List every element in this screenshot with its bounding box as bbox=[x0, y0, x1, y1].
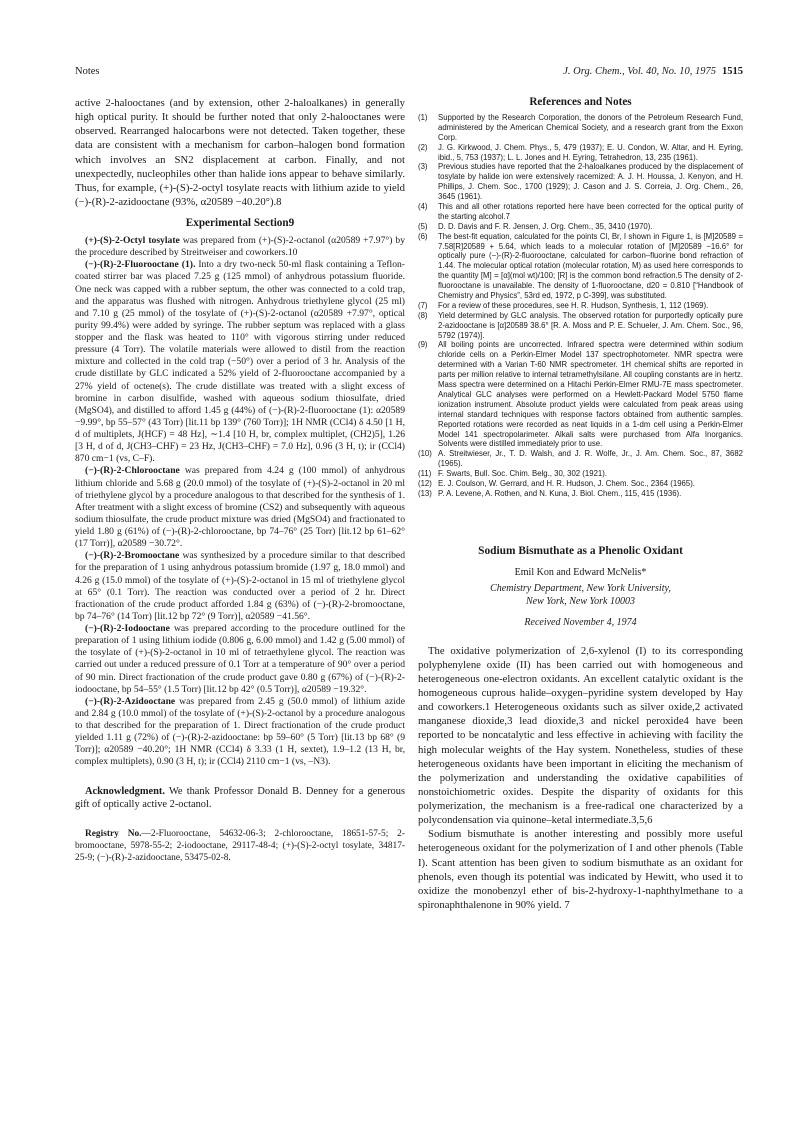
procedure-lead: (−)-(R)-2-Iodooctane bbox=[85, 623, 170, 634]
procedure-lead: (+)-(S)-2-Octyl tosylate bbox=[85, 235, 180, 246]
procedure-iodooctane bbox=[75, 623, 405, 696]
running-header-journal bbox=[563, 66, 743, 77]
article-paragraph: Sodium bismuthate is another interesting and possibly more useful heterogeneous oxidant for the polymerization of I and other phenols (Table I). Scant attention has been given to sodium bismuthate as an oxidant for phenols, even though its potential was indicated by Hewitt, who used it to oxidize the monobenzyl ether of bis-2-hydroxy-1-naphthylmethane to a spironaphthalenone in 90% yield. 7 bbox=[418, 828, 743, 911]
reference-number: (6) bbox=[418, 231, 428, 241]
procedure-lead: (−)-(R)-2-Azidooctane bbox=[85, 695, 176, 707]
procedure-fluorooctane bbox=[75, 259, 405, 465]
article-affiliation bbox=[418, 582, 743, 608]
reference-number: (12) bbox=[418, 478, 432, 488]
reference-number: (1) bbox=[418, 113, 428, 122]
article-paragraph: The oxidative polymerization of 2,6-xylenol (I) to its corresponding polyphenylene oxide (II) has been carried out with homogeneous and heterogeneous one-electron oxidants. An excellent catalytic oxidant is the homogeneous cuprous halide–oxygen–pyridine system developed by Hay and coworkers.1 Heterogeneous oxidants such as silver oxide,2 activated manganese dioxide,3 lead dioxide,3 and nickel peroxide4 have been reported to be noncatalytic and less effective in achieving with facility the high molecular weights of the Hay system. Nonetheless, studies of these heterogeneous oxidants have been important in eliciting the mechanism of the polymerization and understanding the oxidative capabilities of nonstoichiometric oxides. Despite the disparity of oxidants for this polymerization, the mechanism is a free-radical one characterized by a polycondensation via quinone–ketal intermediate.3,5,6 bbox=[418, 644, 743, 827]
reference-number: (9) bbox=[418, 340, 428, 350]
registry-text: —2-Fluorooctane, 54632-06-3; 2-chlorooctane, 18651-57-5; 2-bromooctane, 5978-55-2; 2-iodooctane, 29117-48-4; (+)-(S)-2-octyl tosylate, 34817-25-9; (−)-(R)-2-azidooctane, 53475-02-8. bbox=[75, 828, 405, 863]
references-list bbox=[418, 113, 743, 499]
reference-text: For a review of these procedures, see H. R. Hudson, Synthesis, 1, 112 (1969). bbox=[438, 300, 709, 310]
reference-item bbox=[418, 113, 743, 143]
reference-number: (5) bbox=[418, 221, 428, 231]
acknowledgment-lead: Acknowledgment. bbox=[85, 785, 165, 797]
procedure-lead: (−)-(R)-2-Bromooctane bbox=[85, 550, 180, 562]
reference-number: (3) bbox=[418, 162, 428, 172]
registry-lead: Registry No. bbox=[85, 828, 142, 839]
reference-item bbox=[418, 162, 743, 202]
procedure-text: was prepared from 2.45 g (50.0 mmol) of lithium azide and 2.84 g (10.0 mmol) of the tosylate of (+)-(S)-2-octanol by a procedure analogous to that described for the preparation of 1. Direct fractionation of the crude product yielded 1.11 g (72%) of (−)-(R)-2-azidooctane: bp 59–60° (5 Torr) [lit.13 bp 68° (9 Torr)]; α20589 −40.20°; 1H NMR (CCl4) δ 3.33 (1 H, sextet), 1.9–1.2 (13 H, br, complex multiplets), 0.90 (3 H, t); ir (CCl4) 2110 cm−1 (vs, –N3). bbox=[75, 695, 405, 768]
acknowledgment bbox=[75, 785, 405, 812]
reference-number: (7) bbox=[418, 300, 428, 310]
reference-item bbox=[418, 479, 743, 489]
reference-item bbox=[418, 311, 743, 341]
procedure-lead: (−)-(R)-2-Fluorooctane (1). bbox=[85, 259, 196, 271]
journal-citation: J. Org. Chem., Vol. 40, No. 10, 1975 bbox=[563, 66, 716, 77]
procedure-lead: (−)-(R)-2-Chlorooctane bbox=[85, 465, 180, 477]
reference-text: E. J. Coulson, W. Gerrard, and H. R. Hudson, J. Chem. Soc., 2364 (1965). bbox=[438, 478, 695, 488]
intro-paragraph: active 2-halooctanes (and by extension, other 2-haloalkanes) in generally high optical purity. It should be further noted that only 2-halooctanes were observed. Rearranged halocarbons were not detected. Taken together, these data are consistent with a mechanism for carbon–halogen bond formation which involves an SN2 displacement at carbon. Finally, and not unexpectedly, nucleophiles other than halide ions appear to behave similarly. Thus, for example, (+)-(S)-2-octyl tosylate reacts with lithium azide to yield (−)-(R)-2-azidooctane (93%, α20589 −40.20°).8 bbox=[75, 97, 405, 208]
reference-text: A. Streitwieser, Jr., T. D. Walsh, and J. R. Wolfe, Jr., J. Am. Chem. Soc., 87, 3682 (1965). bbox=[438, 449, 743, 469]
reference-text: This and all other rotations reported here have been corrected for the optical purity of the starting alcohol.7 bbox=[438, 202, 743, 221]
left-column bbox=[75, 96, 405, 864]
article-authors: Emil Kon and Edward McNelis* bbox=[514, 566, 647, 578]
reference-text: J. G. Kirkwood, J. Chem. Phys., 5, 479 (1937); E. U. Condon, W. Altar, and H. Eyring, ibid., 5, 753 (1937); L. L. Jones and H. Eyring, Tetrahedron, 13, 235 (1961). bbox=[438, 142, 743, 162]
reference-text: The best-fit equation, calculated for the points Cl, Br, I shown in Figure 1, is [M]20589 = 7.58[R]20589 + 5.64, which leads to a molecular rotation of [M]20589 −16.6° for optically pure (−)-(R)-2-fluorooctane, calculated for carbon–fluorine bond refraction of 1.44. The molecular optical rotation (molecular rotation, M) as used here corresponds to the quantity [M] = [α](mol wt)/100; [R] is the common bond refraction.5 The density of 2-fluorooctane is unavailable. The density of 1-fluorooctane, d20 = 0.810 [“Handbook of Chemistry and Physics”, 53rd ed, 1972, p C-399], was substituted. bbox=[438, 231, 743, 301]
references-heading: References and Notes bbox=[529, 96, 632, 108]
procedure-text: Into a dry two-neck 50-ml flask containing a Teflon-coated stirrer bar was placed 7.25 g (125 mmol) of anhydrous potassium fluoride. One neck was capped with a rubber septum, the other was connected to a cold trap, and the apparatus was flushed with nitrogen. Anhydrous triethylene glycol (25 ml) and 7.10 g (25 mmol) of the tosylate of (+)-(S)-2-octanol (α20589 +7.97°, optical purity 99.4%) were added by syringe. The rubber septum was replaced with a glass stopper and the flask was heated to 110° with vigorous stirring under reduced pressure (4 Torr). The volatile materials were allowed to distil from the reaction mixture and collected in the cold trap (−50°) over a period of 3 hr. Analysis of the crude distillate by GLC indicated a 52% yield of 2-fluorooctane accompanied by a 27% yield of octene(s). The crude distillate was treated with a slight excess of bromine in carbon disulfide, washed with aqueous sodium thiosulfate, dried (MgSO4), and distilled to afford 1.45 g (44%) of (−)-(R)-2-fluorooctane (1): α20589 −9.99°, bp 55–57° (43 Torr) [lit.11 bp 139° (760 Torr)]; 1H NMR (CCl4) δ 4.50 [1 H, d of multiplets, J(HCF) = 48 Hz], ∼1.4 [10 H, br, complex multiplet, (CH2)5], 1.26 [3 H, d of d, J(CH3–CHF) = 23 Hz, J(CH3–CHF) = 7.0 Hz], 0.96 (3 H, t); ir (CCl4) 870 cm−1 (vs, C–F). bbox=[75, 259, 405, 465]
reference-text: Previous studies have reported that the 2-haloalkanes produced by the displacement of tosylate by halide ion were extensively racemized: A. J. H. Houssa, J. Kenyon, and H. Phillips, J. Chem. Soc., 1700 (1929); J. Cason and J. S. Correia, J. Org. Chem., 26, 3645 (1961). bbox=[438, 162, 743, 202]
page-number: 1515 bbox=[722, 66, 743, 77]
affiliation-line: New York, New York 10003 bbox=[525, 595, 635, 607]
reference-item bbox=[418, 340, 743, 449]
registry-numbers bbox=[75, 828, 405, 864]
reference-number: (2) bbox=[418, 142, 428, 152]
affiliation-line: Chemistry Department, New York University, bbox=[490, 582, 671, 594]
reference-text: D. D. Davis and F. R. Jensen, J. Org. Chem., 35, 3410 (1970). bbox=[438, 221, 653, 231]
reference-text: All boiling points are uncorrected. Infrared spectra were determined within sodium chloride cells on a Perkin-Elmer Model 137 spectrophotometer. NMR spectra were determined with a Varian T-60 NMR spectrometer. 1H chemical shifts are reported in parts per million relative to internal tetramethylsilane. All coupling constants are in hertz. Mass spectra were determined on a Hitachi Perkin-Elmer RMU-7E mass spectrometer. Analytical GLC analyses were performed on a Hewlett-Packard Model 5750 flame ionization instrument. Absolute product yields were calculated from peak areas using internal standard techniques with response factors obtained from authentic samples. Reported rotations were recorded as neat liquids in a 1-dm cell using a Perkin-Elmer Model 141 spectropolarimeter. Alkali salts were purchased from Alfa Inorganics. Solvents were distilled immediately prior to use. bbox=[438, 340, 743, 449]
reference-item bbox=[418, 143, 743, 163]
procedure-text: was synthesized by a procedure similar to that described for the preparation of 1 using anhydrous potassium bromide (1.97 g, 18.0 mmol) and 4.26 g (15.0 mmol) of the tosylate of (+)-(S)-2-octanol in 15 ml of triethylene glycol at 65° (0.1 Torr). The reaction was conducted over a period of 2 hr. Direct fractionation of the crude product afforded 1.84 g (63%) of (−)-(R)-2-bromooctane, bp 74–76° (14 Torr) [lit.12 bp 72° (9 Torr)], α20589 −41.56°. bbox=[75, 550, 405, 622]
right-column bbox=[418, 96, 743, 912]
article-title: Sodium Bismuthate as a Phenolic Oxidant bbox=[478, 544, 683, 557]
acknowledgment-text: We thank Professor Donald B. Denney for a generous gift of optically active 2-octanol. bbox=[75, 785, 405, 811]
procedure-chlorooctane bbox=[75, 465, 405, 550]
reference-item bbox=[418, 301, 743, 311]
reference-item bbox=[418, 232, 743, 301]
procedure-text: was prepared from 4.24 g (100 mmol) of anhydrous lithium chloride and 5.68 g (20.0 mmol) of the tosylate of (+)-(S)-2-octanol in 20 ml of triethylene glycol by a procedure analogous to that described for the synthesis of 1. After treatment with a slight excess of bromine (CS2) and subsequently with aqueous sodium thiosulfate, the crude product mixture was dried (MgSO4) and fractionated to yield 1.80 g (61%) of (−)-(R)-2-chlorooctane, bp 74–76° (25 Torr) [lit.12 bp 61–62° (17 Torr)], α20589 −30.72°. bbox=[75, 465, 405, 550]
reference-item bbox=[418, 489, 743, 499]
received-date: Received November 4, 1974 bbox=[524, 616, 637, 628]
reference-item bbox=[418, 202, 743, 222]
reference-text: Yield determined by GLC analysis. The observed rotation for purportedly optically pure 2-azidooctane is [α]20589 38.6° [R. A. Moss and P. E. Schueler, J. Am. Chem. Soc., 96, 5792 (1974)]. bbox=[438, 310, 743, 340]
reference-text: P. A. Levene, A. Rothen, and N. Kuna, J. Biol. Chem., 115, 415 (1936). bbox=[438, 488, 682, 498]
reference-item bbox=[418, 222, 743, 232]
procedure-text: was prepared according to the procedure outlined for the preparation of 1 using lithium iodide (0.806 g, 6.00 mmol) and 1.42 g (5.00 mmol) of the tosylate of (+)-(S)-2-octanol in 10 ml of tetraethylene glycol. The reaction was carried out under a reduced pressure of 0.1 Torr at a temperature of 90° over a period of 90 min. Direct fractionation of the crude product gave 0.80 g (67%) of (−)-(R)-2-iodooctane, bp 54–55° (1.5 Torr) [lit.12 bp 42° (0.5 Torr)], α20589 −19.32°. bbox=[75, 623, 405, 695]
running-header-section: Notes bbox=[75, 66, 100, 77]
reference-number: (10) bbox=[418, 449, 432, 459]
reference-text: F. Swarts, Bull. Soc. Chim. Belg., 30, 302 (1921). bbox=[438, 469, 608, 479]
procedure-octyl-tosylate bbox=[75, 235, 405, 259]
reference-number: (13) bbox=[418, 488, 432, 498]
reference-number: (11) bbox=[418, 469, 432, 479]
reference-item bbox=[418, 449, 743, 469]
experimental-heading: Experimental Section9 bbox=[185, 217, 295, 229]
procedure-bromooctane bbox=[75, 550, 405, 623]
reference-number: (8) bbox=[418, 310, 428, 320]
reference-text: Supported by the Research Corporation, the donors of the Petroleum Research Fund, administered by the American Chemical Society, and a research grant from the Exxon Corp. bbox=[438, 113, 743, 142]
reference-item bbox=[418, 469, 743, 479]
reference-number: (4) bbox=[418, 202, 428, 212]
procedure-azidooctane bbox=[75, 696, 405, 769]
procedure-text: was prepared from (+)-(S)-2-octanol (α20589 +7.97°) by the procedure described by Streitweiser and coworkers.10 bbox=[75, 235, 405, 259]
